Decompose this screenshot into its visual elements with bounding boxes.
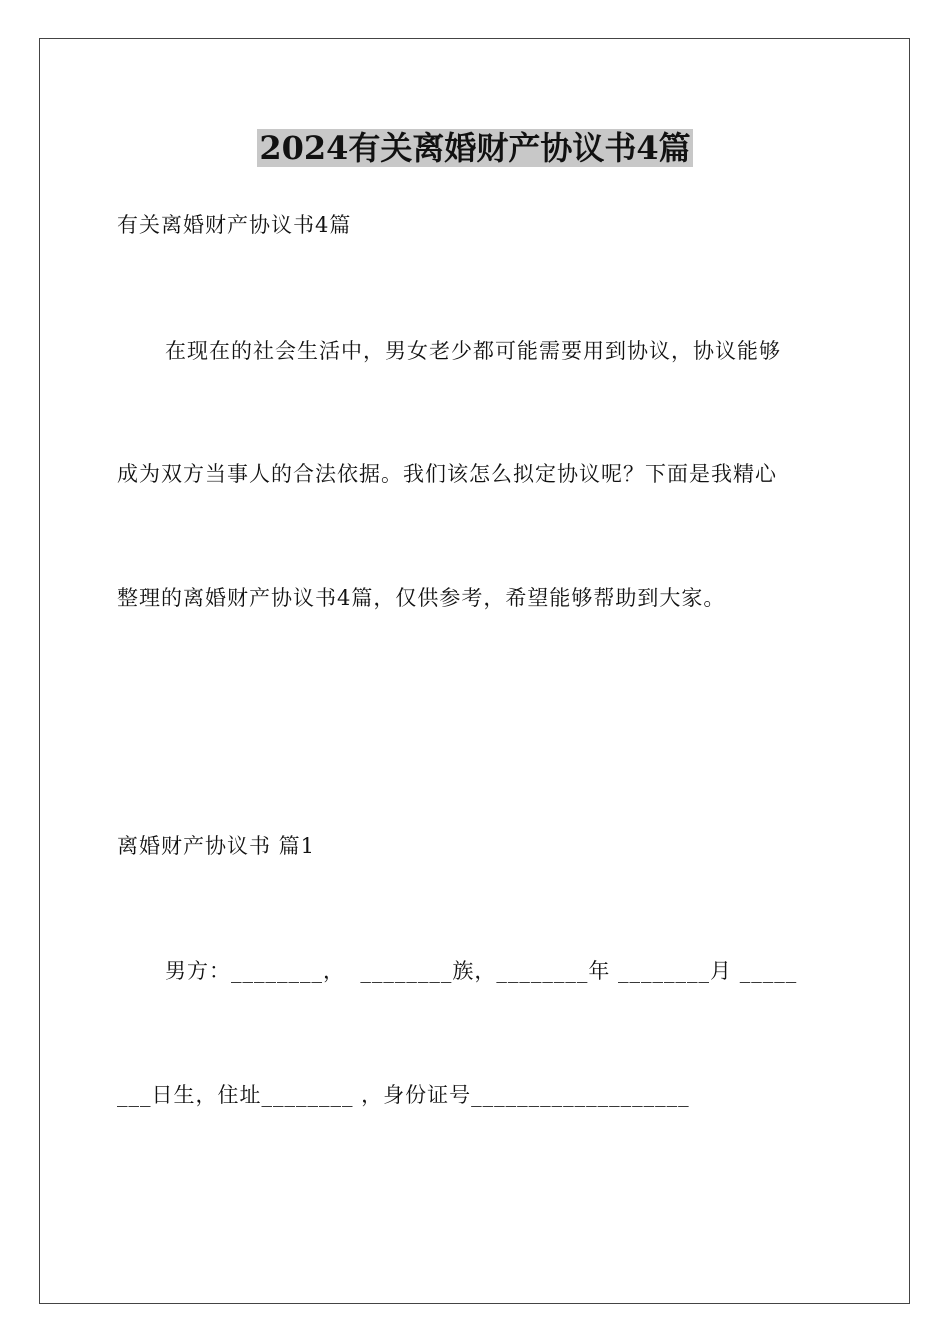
intro-paragraph-line-2: 成为双方当事人的合法依据。我们该怎么拟定协议呢？下面是我精心 [117,462,777,486]
intro-paragraph-line-1: 在现在的社会生活中，男女老少都可能需要用到协议，协议能够 [165,339,781,363]
document-title-text: 2024有关离婚财产协议书4篇 [259,129,691,167]
intro-paragraph-line-3: 整理的离婚财产协议书4篇，仅供参考，希望能够帮助到大家。 [117,586,726,610]
document-subtitle: 有关离婚财产协议书4篇 [117,213,352,237]
section-heading: 离婚财产协议书 篇1 [117,834,316,858]
form-line-address-id: ___日生，住址________ ，身份证号___________________ [117,1083,690,1107]
form-line-husband: 男方：________， ________族，________年 ________月 _____ [165,959,798,983]
document-title [0,128,950,168]
